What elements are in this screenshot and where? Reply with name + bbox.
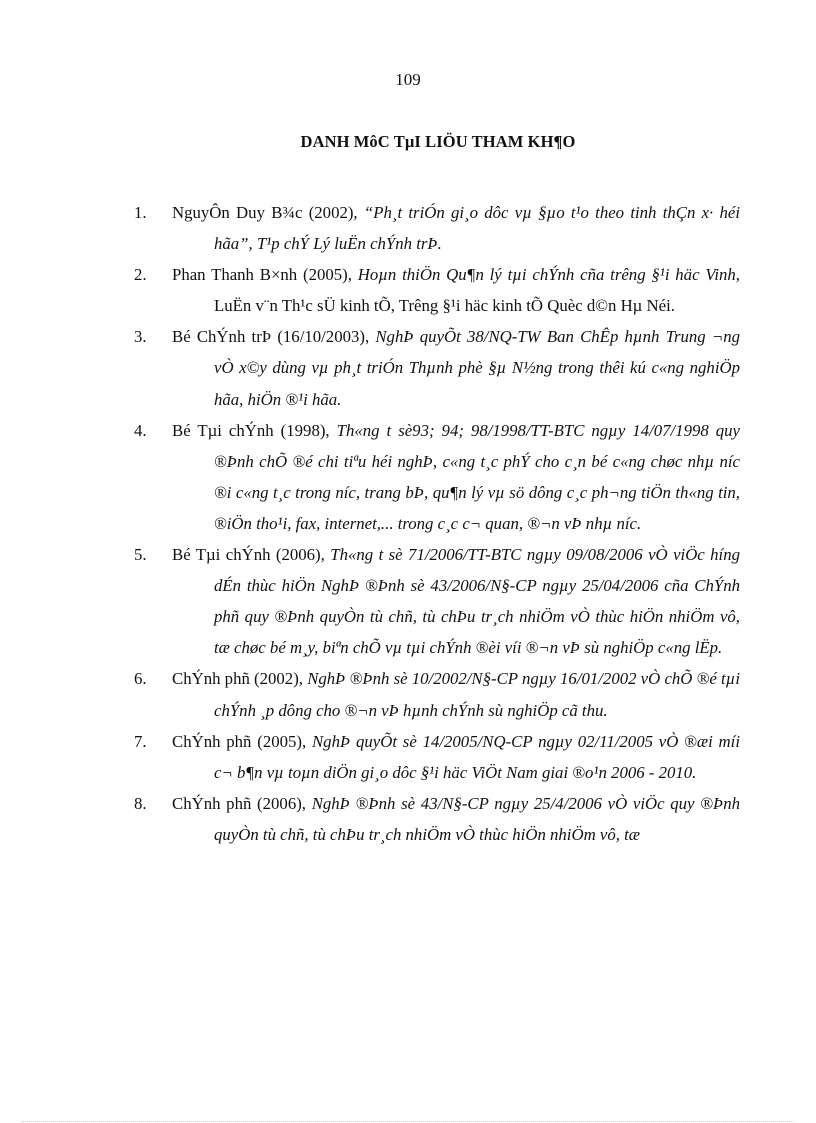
- page-title: DANH MôC TµI LIÖU THAM KH¶O: [300, 132, 576, 151]
- reference-item: [134, 415, 740, 539]
- reference-number: 3.: [134, 327, 147, 347]
- reference-author: ChÝnh phñ (2006),: [172, 793, 312, 813]
- reference-author: ChÝnh phñ (2002),: [172, 669, 308, 689]
- reference-body: [172, 788, 740, 850]
- reference-title: “Ph¸t triÓn gi¸o dôc vµ §µo t¹o theo tinh thÇn x· héi hãa”, T¹p chÝ Lý luËn chÝnh trÞ.: [214, 203, 740, 254]
- reference-number: 4.: [134, 420, 147, 440]
- page-number: 109: [395, 70, 421, 89]
- reference-number: 7.: [134, 731, 147, 751]
- reference-number: 1.: [134, 203, 147, 222]
- reference-number: 2.: [134, 265, 147, 285]
- reference-item: [134, 321, 740, 414]
- reference-item: [134, 726, 740, 788]
- reference-number: 6.: [134, 669, 147, 689]
- reference-author: NguyÔn Duy B¾c (2002),: [172, 203, 364, 222]
- reference-body: [172, 259, 740, 321]
- reference-body: [172, 539, 741, 663]
- page-bottom-dotted-border: [22, 1121, 794, 1122]
- reference-author: ChÝnh phñ (2005),: [172, 731, 312, 751]
- reference-item: [134, 197, 740, 259]
- reference-title: NghÞ quyÕt sè 14/2005/NQ-CP ngµy 02/11/2005 vÒ ®æi míi c¬ b¶n vµ toµn diÖn gi¸o dôc §¹i häc ViÖt Nam giai ®o¹n 2006 - 2010.: [214, 731, 740, 782]
- reference-title: Th«ng t sè 71/2006/TT-BTC ngµy 09/08/2006 vÒ viÖc híng dÉn thùc hiÖn NghÞ ®Þnh sè 43/2006/N§-CP ngµy 25/04/2006 cña ChÝnh phñ quy ®Þnh quyÒn tù chñ, tù chÞu tr¸ch nhiÖm vÒ thùc hiÖn nhiÖm vô, tæ chøc bé m¸y, biªn chÕ vµ tµi chÝnh ®èi víi ®¬n vÞ sù nghiÖp c«ng lËp.: [214, 545, 741, 658]
- reference-author: Bé ChÝnh trÞ (16/10/2003),: [172, 327, 376, 347]
- reference-author: Bé Tµi chÝnh (1998),: [172, 420, 337, 440]
- reference-body: [172, 726, 740, 788]
- reference-title: Th«ng t sè93; 94; 98/1998/TT-BTC ngµy 14/07/1998 quy ®Þnh chÕ ®é chi tiªu héi nghÞ, c«ng t¸c phÝ cho c¸n bé c«ng chøc nhµ níc ®i c«ng t¸c trong níc, trang bÞ, qu¶n lý vµ sö dông c¸c ph¬ng tiÖn th«ng tin, ®iÖn tho¹i, fax, internet,... trong c¸c c¬ quan, ®¬n vÞ nhµ níc.: [214, 420, 740, 533]
- reference-body: [172, 663, 740, 725]
- reference-item: [134, 539, 740, 663]
- reference-title: NghÞ ®Þnh sè 10/2002/N§-CP ngµy 16/01/2002 vÒ chÕ ®é tµi chÝnh ¸p dông cho ®¬n vÞ hµnh chÝnh sù nghiÖp cã thu.: [214, 669, 740, 720]
- reference-list: [134, 197, 740, 850]
- reference-body: [172, 415, 740, 539]
- reference-number: 5.: [134, 545, 147, 565]
- reference-item: [134, 663, 740, 725]
- reference-author: Phan Thanh B×nh (2005),: [172, 265, 358, 285]
- reference-body: [172, 197, 740, 259]
- reference-author: Bé Tµi chÝnh (2006),: [172, 545, 331, 565]
- reference-details: , LuËn v¨n Th¹c sÜ kinh tÕ, Trêng §¹i häc kinh tÕ Quèc d©n Hµ Néi.: [214, 265, 740, 316]
- reference-body: [172, 321, 740, 414]
- reference-number: 8.: [134, 793, 147, 813]
- reference-item: [134, 259, 740, 321]
- reference-item: [134, 788, 740, 850]
- reference-title: NghÞ ®Þnh sè 43/N§-CP ngµy 25/4/2006 vÒ viÖc quy ®Þnh quyÒn tù chñ, tù chÞu tr¸ch nhiÖm vÒ thùc hiÖn nhiÖm vô, tæ: [214, 793, 740, 844]
- reference-title: NghÞ quyÕt 38/NQ-TW Ban ChÊp hµnh Trung ¬ng vÒ x©y dùng vµ ph¸t triÓn Thµnh phè §µ N½ng trong thêi kú c«ng nghiÖp hãa, hiÖn ®¹i hãa.: [214, 327, 740, 409]
- reference-title: Hoµn thiÖn Qu¶n lý tµi chÝnh cña trêng §¹i häc Vinh: [357, 265, 736, 285]
